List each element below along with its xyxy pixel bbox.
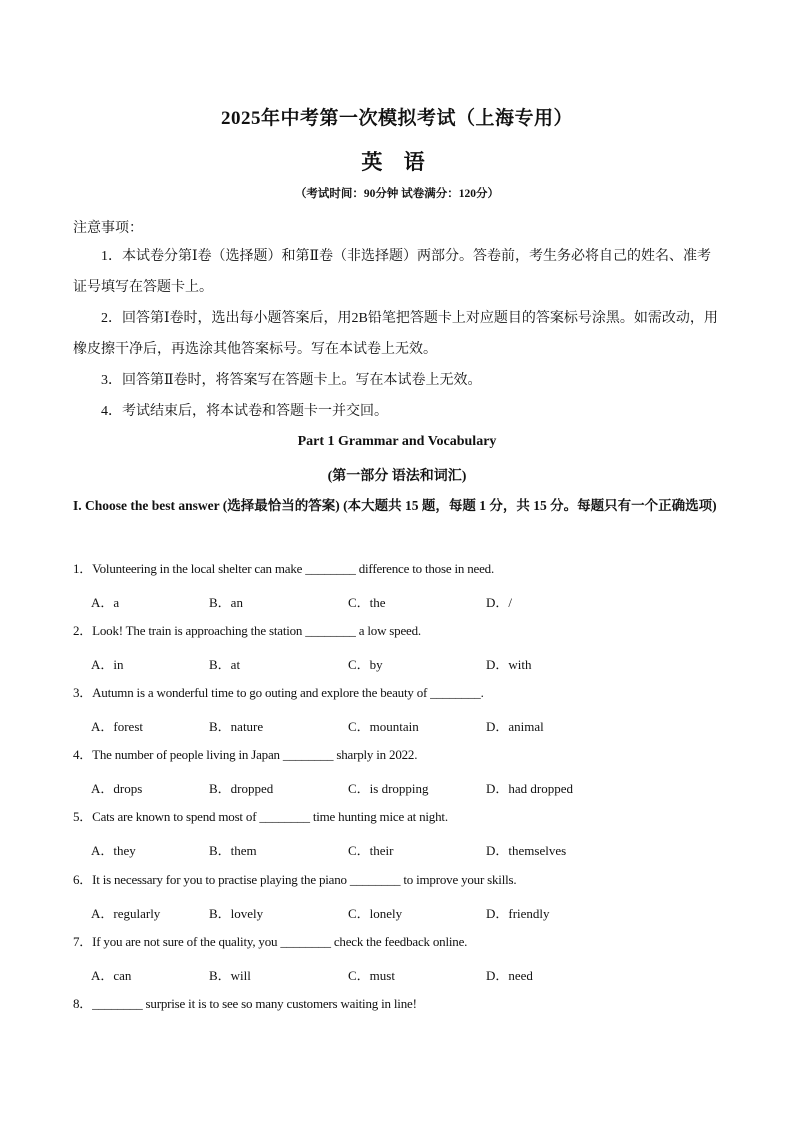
option-a: A．in [91, 657, 124, 672]
option-d: D．had dropped [486, 781, 574, 796]
option-c: C．their [348, 843, 394, 858]
question-stem: 6．It is necessary for you to practise playing the piano ________ to improve your skills. [73, 872, 517, 887]
option-d: D．themselves [486, 843, 567, 858]
options-row [73, 778, 723, 796]
option-c: C．by [348, 657, 383, 672]
options-row [73, 654, 723, 672]
option-b: B．dropped [209, 781, 274, 796]
option-b: B．lovely [209, 906, 264, 921]
subject-title: 英 语 [361, 150, 433, 174]
note-item: 2．回答第Ⅰ卷时，选出每小题答案后，用2B铅笔把答题卡上对应题目的答案标号涂黑。如需改动，用橡皮擦干净后，再选涂其他答案标号。写在本试卷上无效。 [73, 311, 718, 357]
question [73, 685, 723, 734]
exam-info: （考试时间：90分钟 试卷满分：120分） [294, 188, 500, 200]
question-stem: 7．If you are not sure of the quality, you ________ check the feedback online. [73, 934, 468, 949]
options-row [73, 903, 723, 921]
question [73, 996, 723, 1012]
part-title: Part 1 Grammar and Vocabulary [297, 434, 497, 449]
question-stem: 5．Cats are known to spend most of ________ time hunting mice at night. [73, 809, 448, 824]
option-a: A．forest [91, 719, 143, 734]
note-item: 3．回答第Ⅱ卷时，将答案写在答题卡上。写在本试卷上无效。 [101, 373, 482, 388]
option-b: B．nature [209, 719, 264, 734]
option-c: C．lonely [348, 906, 403, 921]
notes-title: 注意事项： [73, 221, 143, 236]
note-item: 1．本试卷分第Ⅰ卷（选择题）和第Ⅱ卷（非选择题）两部分。答卷前，考生务必将自己的姓名、准考证号填写在答题卡上。 [73, 249, 712, 295]
option-a: A．can [91, 968, 132, 983]
option-d: D．/ [486, 595, 513, 610]
question-stem: 1．Volunteering in the local shelter can make ________ difference to those in need. [73, 561, 495, 576]
option-b: B．at [209, 657, 241, 672]
option-b: B．an [209, 595, 243, 610]
question [73, 623, 723, 672]
option-c: C．mountain [348, 719, 419, 734]
options-row [73, 592, 723, 610]
part-subtitle: (第一部分 语法和词汇) [327, 469, 467, 484]
question [73, 747, 723, 796]
option-d: D．with [486, 657, 532, 672]
question-stem: 8．________ surprise it is to see so many customers waiting in line! [73, 996, 417, 1011]
question [73, 934, 723, 983]
option-c: C．must [348, 968, 395, 983]
question [73, 809, 723, 858]
options-row [73, 965, 723, 983]
option-b: B．will [209, 968, 251, 983]
question [73, 561, 723, 610]
option-b: B．them [209, 843, 257, 858]
option-c: C．is dropping [348, 781, 429, 796]
option-a: A．drops [91, 781, 143, 796]
note-item: 4．考试结束后，将本试卷和答题卡一并交回。 [101, 404, 388, 419]
option-a: A．regularly [91, 906, 161, 921]
question-stem: 2．Look! The train is approaching the station ________ a low speed. [73, 623, 421, 638]
section-heading: I. Choose the best answer (选择最恰当的答案) (本大题共 15 题，每题 1 分，共 15 分。每题只有一个正确选项) [73, 498, 717, 513]
question-stem: 4．The number of people living in Japan ________ sharply in 2022. [73, 747, 418, 762]
option-c: C．the [348, 595, 386, 610]
options-row [73, 840, 723, 858]
option-d: D．friendly [486, 906, 550, 921]
options-row [73, 716, 723, 734]
exam-title: 2025年中考第一次模拟考试（上海专用） [220, 108, 573, 129]
question [73, 872, 723, 921]
option-d: D．need [486, 968, 533, 983]
option-d: D．animal [486, 719, 544, 734]
option-a: A．a [91, 595, 120, 610]
option-a: A．they [91, 843, 136, 858]
question-stem: 3．Autumn is a wonderful time to go outing and explore the beauty of ________. [73, 685, 484, 700]
